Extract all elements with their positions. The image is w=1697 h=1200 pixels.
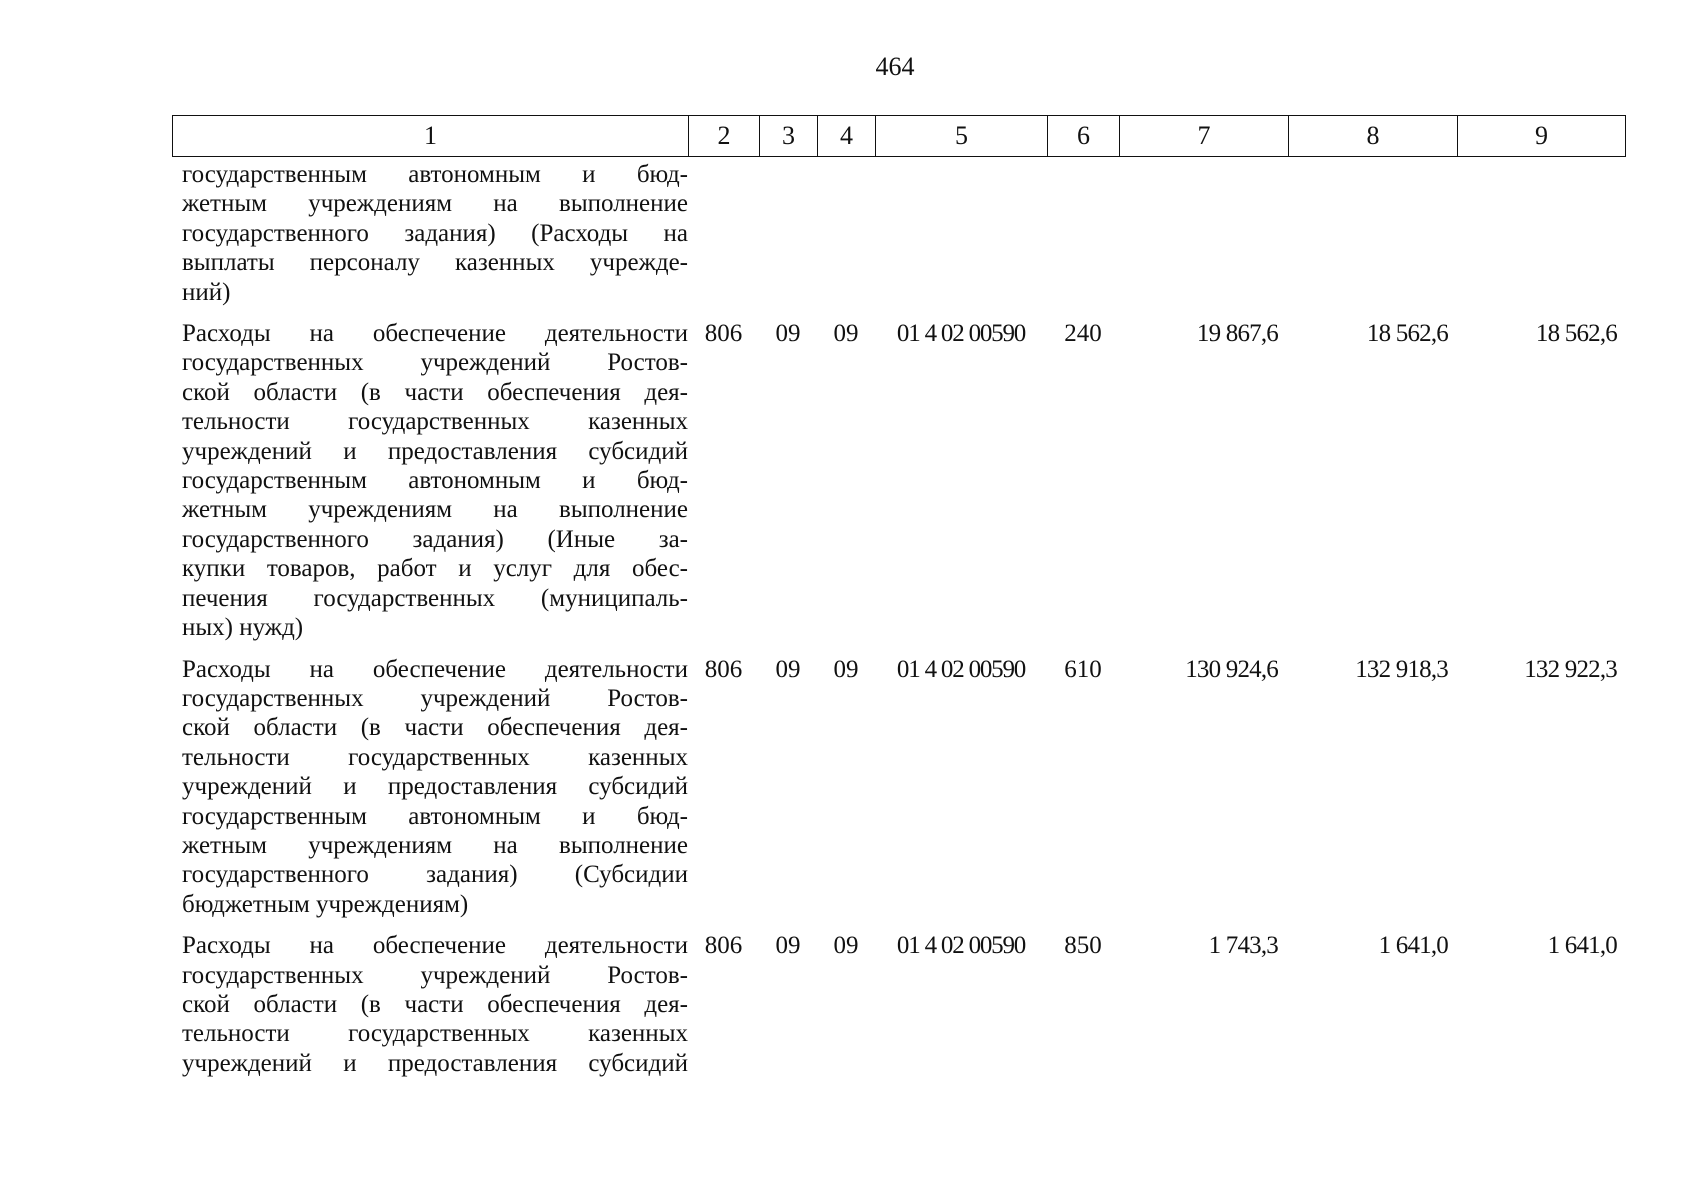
description-line: государственным автономным и бюд- [182,161,688,188]
cell-target-article: 01 4 02 00590 [896,655,1026,683]
description-line: ской области (в части обеспечения дея- [182,714,688,742]
page-number: 464 [875,52,915,81]
description-line: выплаты персоналу казенных учрежде- [182,249,688,277]
header-col-7: 7 [1120,116,1289,157]
table-header [172,115,1626,157]
cell-expense-type: 850 [1064,932,1102,960]
header-col-1: 1 [173,116,689,157]
description-line: купки товаров, работ и услуг для обес- [182,555,688,583]
description-line: учреждений и предоставления субсидий [182,773,688,801]
description-line: государственных учреждений Ростов- [182,961,688,989]
cell-amount-col7: 19 867,6 [1196,320,1278,348]
header-col-4: 4 [818,116,876,157]
description-line: государственного задания) (Субсидии [182,861,688,889]
row-description [182,160,688,307]
table-row [172,160,1625,307]
cell-subsection-code: 09 [833,655,859,683]
description-line: жетным учреждениям на выполнение [182,190,688,218]
cell-ministry-code: 806 [704,655,743,683]
description-line: государственного задания) (Иные за- [182,525,688,553]
description-line: государственных учреждений Ростов- [182,349,688,377]
header-col-5: 5 [876,116,1048,157]
description-line: Расходы на обеспечение деятельности [182,320,688,348]
cell-ministry-code: 806 [704,932,743,960]
cell-amount-col9: 18 562,6 [1535,320,1617,348]
cell-amount-col7: 130 924,6 [1185,655,1278,683]
description-line: учреждений и предоставления субсидий [182,1049,688,1077]
row-description [182,931,688,1078]
description-line: бюджетным учреждениям) [182,890,469,918]
cell-subsection-code: 09 [833,320,859,348]
description-line: тельности государственных казенных [182,743,688,771]
cell-subsection-code: 09 [833,932,859,960]
description-line: ской области (в части обеспечения дея- [182,378,688,406]
header-col-8: 8 [1289,116,1458,157]
description-line: жетным учреждениям на выполнение [182,831,688,859]
description-line: тельности государственных казенных [182,1020,688,1048]
table-row [172,655,1625,920]
description-line: Расходы на обеспечение деятельности [182,932,688,960]
description-line: ных) нужд) [182,614,304,642]
cell-expense-type: 240 [1064,320,1102,348]
description-line: государственным автономным и бюд- [182,467,688,495]
cell-amount-col8: 1 641,0 [1378,932,1448,960]
cell-section-code: 09 [775,932,801,960]
header-col-3: 3 [760,116,818,157]
cell-target-article: 01 4 02 00590 [896,320,1026,348]
description-line: жетным учреждениям на выполнение [182,496,688,524]
cell-section-code: 09 [775,655,801,683]
cell-amount-col8: 18 562,6 [1366,320,1448,348]
description-line: тельности государственных казенных [182,408,688,436]
description-line: ской области (в части обеспечения дея- [182,990,688,1018]
description-line: Расходы на обеспечение деятельности [182,655,688,683]
description-line: государственным автономным и бюд- [182,802,688,830]
cell-amount-col9: 132 922,3 [1524,655,1617,683]
row-description [182,319,688,642]
description-line: печения государственных (муниципаль- [182,584,688,612]
table-row [172,931,1625,1078]
cell-section-code: 09 [775,320,801,348]
description-line: государственного задания) (Расходы на [182,219,688,247]
row-description [182,655,688,920]
description-line: государственных учреждений Ростов- [182,684,688,712]
cell-amount-col9: 1 641,0 [1547,932,1617,960]
cell-expense-type: 610 [1064,655,1102,683]
table-row [172,319,1625,642]
cell-amount-col7: 1 743,3 [1208,932,1278,960]
cell-ministry-code: 806 [704,320,743,348]
header-col-9: 9 [1458,116,1626,157]
cell-target-article: 01 4 02 00590 [896,932,1026,960]
table-body [172,160,1625,1078]
header-col-2: 2 [689,116,760,157]
description-line: учреждений и предоставления субсидий [182,437,688,465]
cell-amount-col8: 132 918,3 [1355,655,1448,683]
description-line: ний) [182,278,231,306]
header-col-6: 6 [1048,116,1120,157]
